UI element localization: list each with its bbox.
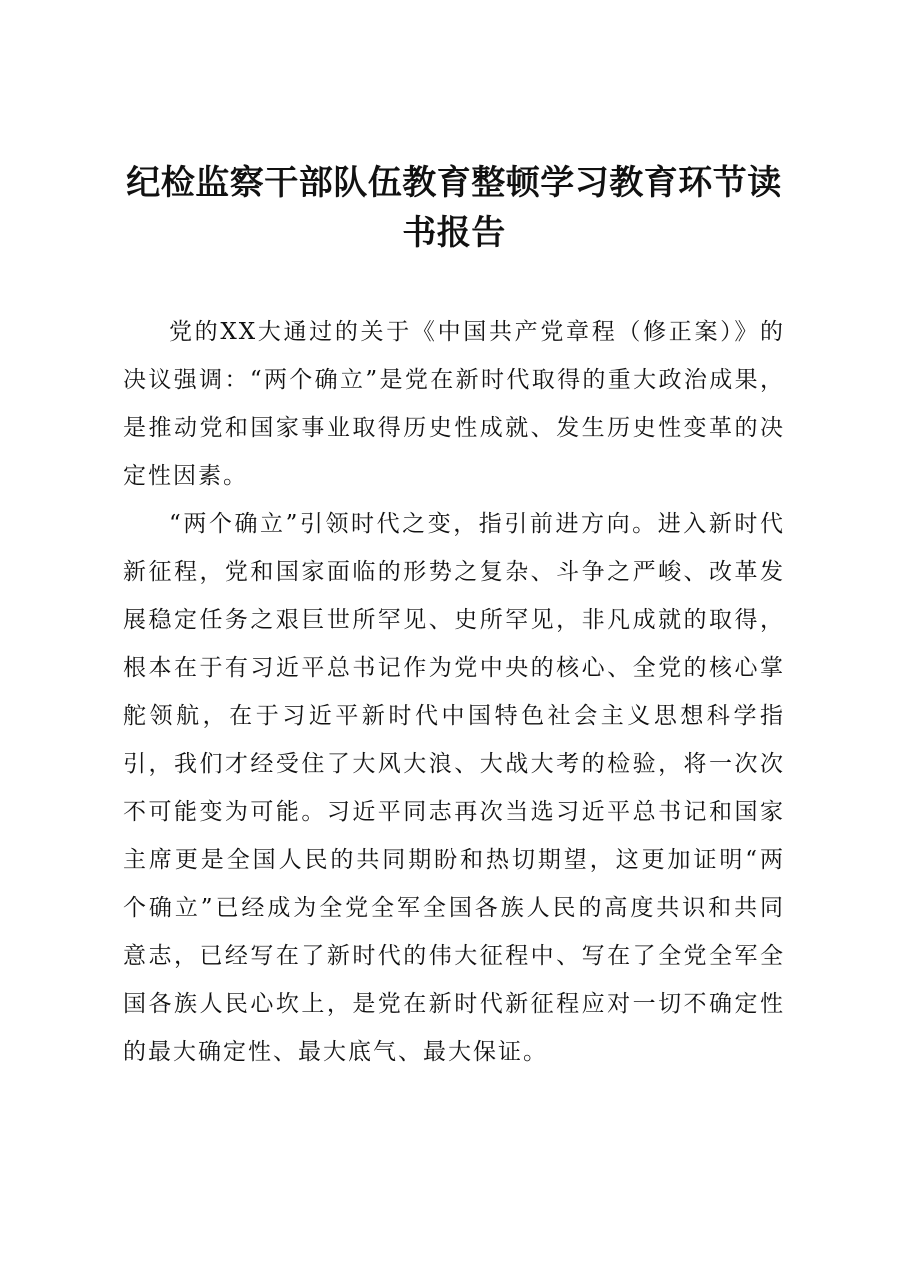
paragraph-1: 党的XX大通过的关于《中国共产党章程（修正案）》的决议强调：“两个确立”是党在新时代取得的重大政治成果，是推动党和国家事业取得历史性成就、发生历史性变革的决定性因素。 <box>123 319 785 489</box>
document-title: 纪检监察干部队伍教育整顿学习教育环节读书报告 <box>126 163 782 253</box>
paragraph-2: “两个确立”引领时代之变，指引前进方向。进入新时代新征程，党和国家面临的形势之复杂、斗争之严峻、改革发展稳定任务之艰巨世所罕见、史所罕见，非凡成就的取得，根本在于有习近平总书记作为党中央的核心、全党的核心掌舵领航，在于习近平新时代中国特色社会主义思想科学指引，我们才经受住了大风大浪、大战大考的检验，将一次次不可能变为可能。习近平同志再次当选习近平总书记和国家主席更是全国人民的共同期盼和热切期望，这更加证明“两个确立”已经成为全党全军全国各族人民的高度共识和共同意志，已经写在了新时代的伟大征程中、写在了全党全军全国各族人民心坎上，是党在新时代新征程应对一切不确定性的最大确定性、最大底气、最大保证。 <box>123 511 785 1065</box>
document-body <box>123 308 785 1076</box>
